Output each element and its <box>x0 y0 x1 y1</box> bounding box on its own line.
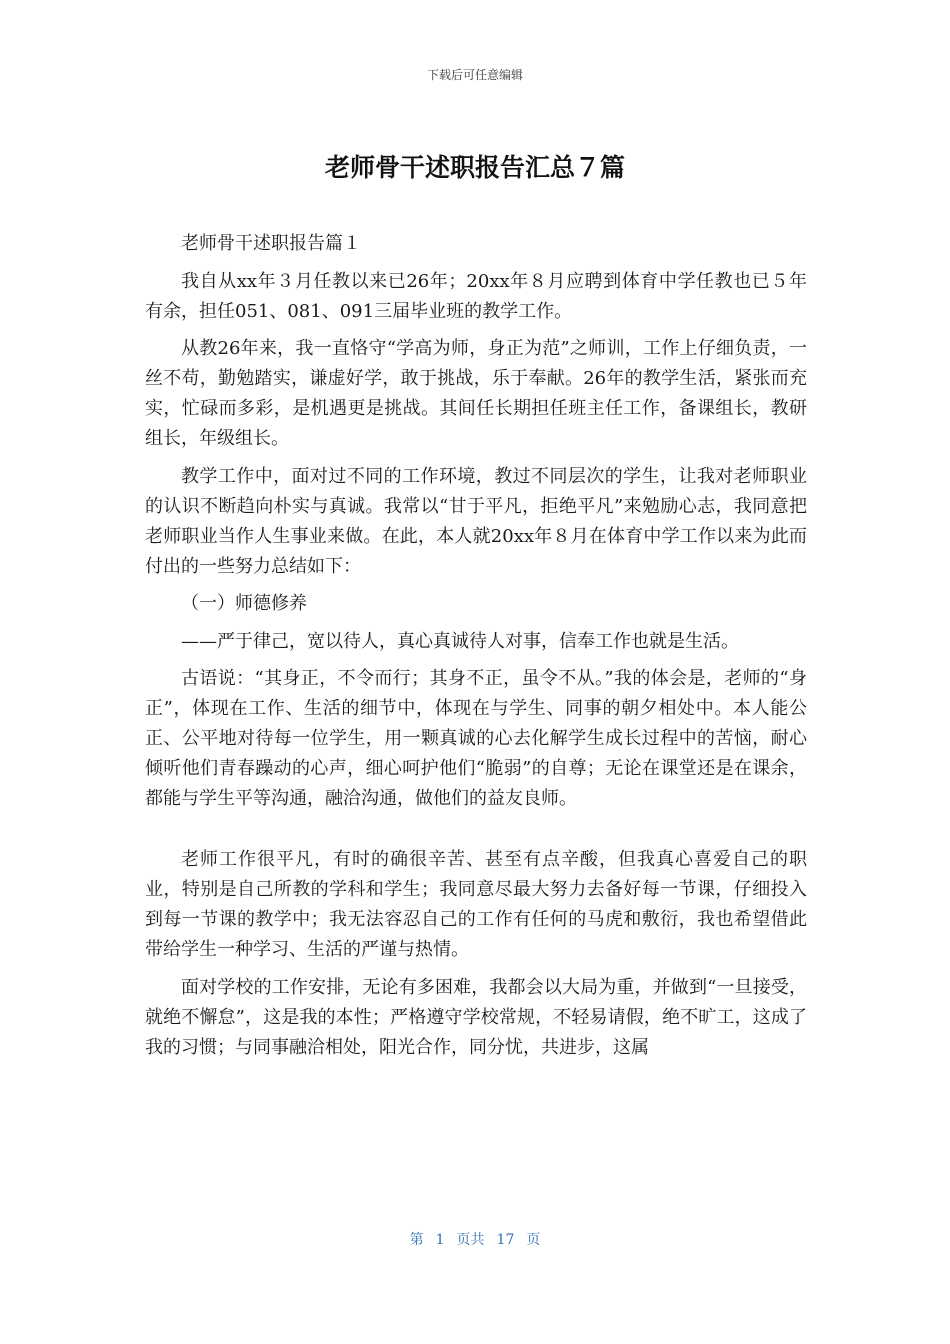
section-heading-report-1: 老师骨干述职报告篇１ <box>181 233 361 254</box>
page-footer <box>0 1229 950 1249</box>
subsection-heading-ethics: （一）师德修养 <box>181 593 307 614</box>
paragraph-teaching-work: 教学工作中，面对过不同的工作环境，教过不同层次的学生，让我对老师职业的认识不断趋向朴实与真诚。我常以“甘于平凡，拒绝平凡”来勉励心志，我同意把老师职业当作人生事业来做。在此，本人就20xx年８月在体育中学工作以来为此而付出的一些努力总结如下： <box>145 465 807 577</box>
footer-middle: 页共 <box>456 1232 485 1248</box>
paragraph-school-arrangement: 面对学校的工作安排，无论有多困难，我都会以大局为重，并做到“一旦接受，就绝不懈怠”，这是我的本性；严格遵守学校常规，不轻易请假，绝不旷工，这成了我的习惯；与同事融洽相处，阳光合作，同分忧，共进步，这属 <box>145 976 807 1058</box>
document-body <box>145 229 807 1070</box>
paragraph-proverb: 古语说：“其身正，不令而行；其身不正，虽令不从。”我的体会是，老师的“身正”，体现在工作、生活的细节中，体现在与学生、同事的朝夕相处中。本人能公正、公平地对待每一位学生，用一颗真诚的心去化解学生成长过程中的苦恼，耐心倾听他们青春躁动的心声，细心呵护他们“脆弱”的自尊；无论在课堂还是在课余，都能与学生平等沟通，融洽沟通，做他们的益友良师。 <box>145 668 807 809</box>
footer-total-pages: 17 <box>496 1232 515 1248</box>
document-title: 老师骨干述职报告汇总７篇 <box>324 153 625 182</box>
page-header-note: 下载后可任意编辑 <box>426 68 523 82</box>
footer-current-page: 1 <box>435 1232 445 1248</box>
paragraph-motto: ——严于律己，宽以待人，真心真诚待人对事，信奉工作也就是生活。 <box>181 630 739 652</box>
paragraph-intro: 我自从xx年３月任教以来已26年；20xx年８月应聘到体育中学任教也已５年有余，担任051、081、091三届毕业班的教学工作。 <box>145 270 807 322</box>
footer-prefix: 第 <box>409 1232 424 1248</box>
paragraph-ordinary-work: 老师工作很平凡，有时的确很辛苦、甚至有点辛酸，但我真心喜爱自己的职业，特别是自己所教的学科和学生；我同意尽最大努力去备好每一节课，仔细投入到每一节课的教学中；我无法容忍自己的工作有任何的马虎和敷衍，我也希望借此带给学生一种学习、生活的严谨与热情。 <box>145 849 807 960</box>
paragraph-teaching-years: 从教26年来，我一直恪守“学高为师，身正为范”之师训，工作上仔细负责，一丝不苟，勤勉踏实，谦虚好学，敢于挑战，乐于奉献。26年的教学生活，紧张而充实，忙碌而多彩，是机遇更是挑战。其间任长期担任班主任工作，备课组长，教研组长，年级组长。 <box>145 338 807 449</box>
footer-suffix: 页 <box>526 1232 541 1248</box>
